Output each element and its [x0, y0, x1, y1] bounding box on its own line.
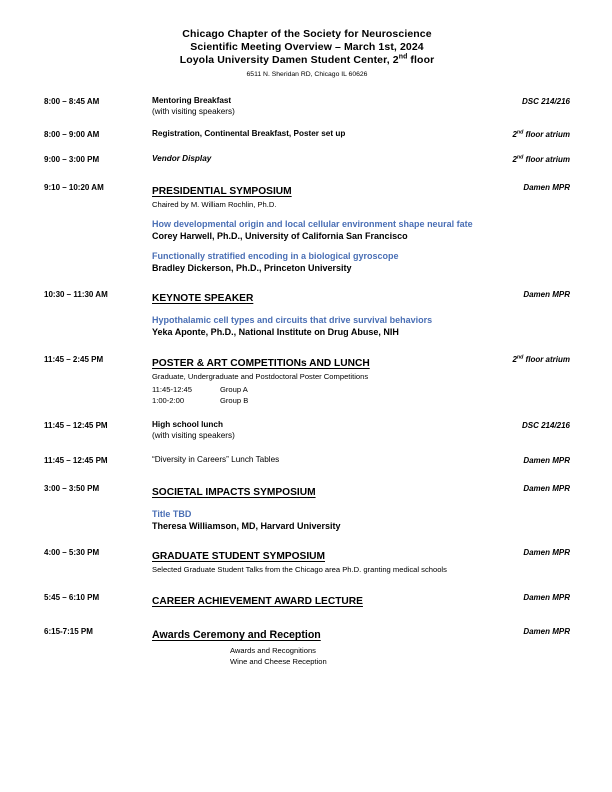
- row-location: [504, 153, 570, 165]
- row-title: Mentoring Breakfast: [152, 95, 232, 105]
- venue-text: Loyola University Damen Student Center, 2: [179, 54, 399, 67]
- schedule-row: [44, 419, 570, 441]
- schedule-row-career-award: [44, 591, 570, 609]
- row-time: 6:15-7:15 PM: [44, 626, 93, 636]
- row-time: 9:10 – 10:20 AM: [44, 182, 104, 192]
- talk-list: [152, 509, 515, 532]
- row-title: Vendor Display: [152, 153, 212, 163]
- row-time: 10:30 – 11:30 AM: [44, 290, 108, 300]
- talk-title: Hypothalamic cell types and circuits that drive survival behaviors: [152, 315, 433, 326]
- venue-floor-text: floor: [407, 54, 435, 67]
- ceremony-sub-item: Wine and Cheese Reception: [230, 656, 327, 666]
- row-body: [152, 181, 515, 275]
- row-body: [152, 153, 504, 164]
- row-time: 4:00 – 5:30 PM: [44, 548, 100, 558]
- row-body: [152, 95, 514, 117]
- talk-speaker: Corey Harwell, Ph.D., University of California San Francisco: [152, 230, 408, 241]
- group-time: 11:45-12:45: [152, 385, 192, 395]
- location-number: 2: [512, 354, 517, 364]
- row-location: Damen MPR: [523, 548, 570, 558]
- row-location: DSC 214/216: [521, 96, 570, 106]
- row-body: [152, 128, 504, 139]
- row-title: “Diversity in Careers” Lunch Tables: [152, 455, 280, 465]
- schedule-row-societal-impacts: [44, 482, 570, 532]
- header-line-organization: Chicago Chapter of the Society for Neuroscience: [182, 28, 432, 40]
- row-time: 8:00 – 8:45 AM: [44, 96, 100, 106]
- header-line-meeting-title: Scientific Meeting Overview – March 1st, 2024: [190, 41, 424, 54]
- location-text: floor atrium: [523, 354, 570, 364]
- row-subtitle: (with visiting speakers): [152, 431, 235, 441]
- row-subtitle: (with visiting speakers): [152, 106, 235, 116]
- header-address: 6511 N. Sheridan RD, Chicago IL 60626: [246, 70, 368, 78]
- row-location: Damen MPR: [523, 626, 570, 636]
- row-body: [152, 591, 515, 609]
- talk-item: [152, 509, 515, 532]
- schedule-row: [44, 454, 570, 466]
- row-location: DSC 214/216: [521, 421, 570, 431]
- talk-title: Title TBD: [152, 509, 192, 520]
- row-location: [504, 353, 570, 365]
- row-subtitle: Chaired by M. William Rochlin, Ph.D.: [152, 199, 277, 209]
- schedule-row-presidential-symposium: [44, 181, 570, 275]
- group-list: [152, 384, 504, 406]
- ceremony-sub-list: [152, 645, 515, 667]
- location-number: 2: [512, 154, 517, 164]
- row-subtitle: Selected Graduate Student Talks from the Chicago area Ph.D. granting medical schools: [152, 565, 447, 575]
- section-heading: GRADUATE STUDENT SYMPOSIUM: [152, 551, 326, 563]
- row-body: [152, 625, 515, 667]
- talk-item: [152, 219, 515, 242]
- location-text: floor atrium: [523, 129, 570, 139]
- row-location: Damen MPR: [523, 290, 570, 300]
- row-location: Damen MPR: [523, 592, 570, 602]
- location-ordinal-suffix: nd: [516, 153, 524, 160]
- row-body: [152, 419, 514, 441]
- row-title: High school lunch: [152, 420, 223, 430]
- row-time: 11:45 – 12:45 PM: [44, 456, 108, 466]
- row-time: 5:45 – 6:10 PM: [44, 592, 100, 602]
- talk-item: [152, 315, 515, 338]
- talk-title: Functionally stratified encoding in a biological gyroscope: [152, 251, 399, 262]
- section-heading: POSTER & ART COMPETITIONs AND LUNCH: [152, 357, 370, 369]
- talk-speaker: Theresa Williamson, MD, Harvard University: [152, 520, 341, 531]
- section-heading: SOCIETAL IMPACTS SYMPOSIUM: [152, 487, 316, 499]
- row-time: 11:45 – 2:45 PM: [44, 354, 104, 364]
- row-body: [152, 288, 515, 338]
- header-line-venue: [44, 54, 570, 67]
- section-heading: Awards Ceremony and Reception: [152, 628, 321, 641]
- schedule-row: [44, 128, 570, 140]
- row-body: [152, 454, 515, 465]
- schedule-row-poster-competition: [44, 353, 570, 407]
- group-item: [152, 395, 504, 406]
- location-number: 2: [512, 129, 517, 139]
- section-heading: KEYNOTE SPEAKER: [152, 293, 254, 305]
- location-text: floor atrium: [523, 154, 570, 164]
- row-time: 9:00 – 3:00 PM: [44, 154, 100, 164]
- schedule-row-graduate-symposium: [44, 546, 570, 576]
- talk-title: How developmental origin and local cellular environment shape neural fate: [152, 219, 473, 230]
- section-heading: CAREER ACHIEVEMENT AWARD LECTURE: [152, 595, 363, 607]
- row-location: Damen MPR: [523, 456, 570, 466]
- location-ordinal-suffix: nd: [516, 128, 524, 135]
- row-time: 8:00 – 9:00 AM: [44, 129, 100, 139]
- talk-speaker: Yeka Aponte, Ph.D., National Institute on Drug Abuse, NIH: [152, 327, 399, 338]
- row-body: [152, 482, 515, 532]
- row-body: [152, 353, 504, 407]
- row-time: 3:00 – 3:50 PM: [44, 484, 100, 494]
- row-time: 11:45 – 12:45 PM: [44, 421, 108, 431]
- talk-list: [152, 219, 515, 274]
- talk-item: [152, 251, 515, 274]
- group-name: Group A: [220, 385, 248, 395]
- row-location: Damen MPR: [523, 484, 570, 494]
- location-ordinal-suffix: nd: [516, 354, 524, 361]
- document-header: [44, 28, 570, 81]
- schedule-row-keynote: [44, 288, 570, 338]
- schedule-row-awards-ceremony: [44, 625, 570, 667]
- row-location: Damen MPR: [523, 182, 570, 192]
- ceremony-sub-item: Awards and Recognitions: [230, 645, 316, 655]
- venue-ordinal-suffix: nd: [398, 53, 408, 61]
- group-item: [152, 384, 504, 395]
- schedule-row: [44, 153, 570, 165]
- talk-speaker: Bradley Dickerson, Ph.D., Princeton University: [152, 262, 352, 273]
- row-subtitle: Graduate, Undergraduate and Postdoctoral Poster Competitions: [152, 371, 369, 381]
- group-time: 1:00-2:00: [152, 396, 185, 406]
- schedule-row: [44, 95, 570, 117]
- row-body: [152, 546, 515, 576]
- section-heading: PRESIDENTIAL SYMPOSIUM: [152, 185, 292, 197]
- schedule-list: [44, 95, 570, 667]
- talk-list: [152, 315, 515, 338]
- row-location: [504, 128, 570, 140]
- row-title: Registration, Continental Breakfast, Poster set up: [152, 128, 346, 138]
- group-name: Group B: [220, 396, 249, 406]
